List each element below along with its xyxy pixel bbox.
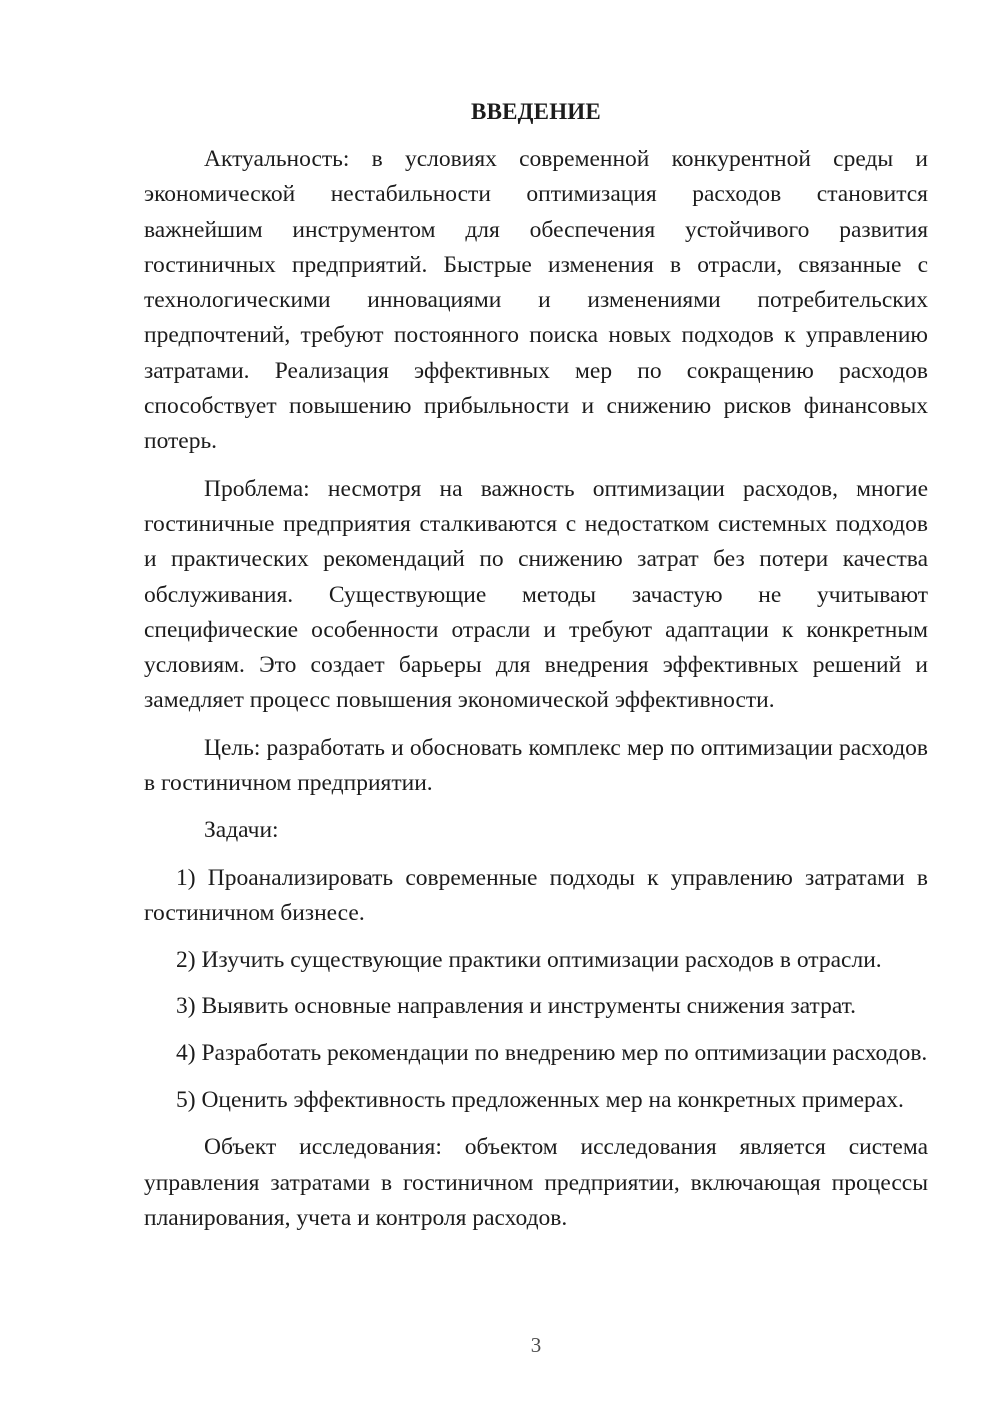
page-number: 3 <box>530 1333 542 1357</box>
paragraph-tasks-heading: Задачи: <box>204 817 279 844</box>
paragraph-goal: Цель: разработать и обосновать комплекс мер по оптимизации расходов в гостиничном предприятии. <box>144 734 928 797</box>
page-title: ВВЕДЕНИЕ <box>471 99 601 124</box>
task-item: 5) Оценить эффективность предложенных мер на конкретных примерах. <box>176 1087 904 1114</box>
document-body <box>144 142 928 1236</box>
paragraph-research-object: Объект исследования: объектом исследования является система управления затратами в гостиничном предприятии, включающая процессы планирования, учета и контроля расходов. <box>144 1134 928 1232</box>
task-item: 4) Разработать рекомендации по внедрению мер по оптимизации расходов. <box>176 1039 928 1066</box>
paragraph-relevance: Актуальность: в условиях современной конкурентной среды и экономической нестабильности оптимизация расходов становится важнейшим инструментом для обеспечения устойчивого развития гостиничных предприятий. Быстрые изменения в отрасли, связанные с технологическими инновациями и изменениями потребительских предпочтений, требуют постоянного поиска новых подходов к управлению затратами. Реализация эффективных мер по сокращению расходов способствует повышению прибыльности и снижению рисков финансовых потерь. <box>144 146 928 455</box>
task-item: 2) Изучить существующие практики оптимизации расходов в отрасли. <box>176 947 882 974</box>
task-item: 3) Выявить основные направления и инструменты снижения затрат. <box>176 992 857 1019</box>
paragraph-problem: Проблема: несмотря на важность оптимизации расходов, многие гостиничные предприятия сталкиваются с недостатком системных подходов и практических рекомендаций по снижению затрат без потери качества обслуживания. Существующие методы зачастую не учитывают специфические особенности отрасли и требуют адаптации к конкретным условиям. Это создает барьеры для внедрения эффективных решений и замедляет процесс повышения экономической эффективности. <box>144 475 928 714</box>
task-item: 1) Проанализировать современные подходы к управлению затратами в гостиничном бизнесе. <box>144 864 928 926</box>
